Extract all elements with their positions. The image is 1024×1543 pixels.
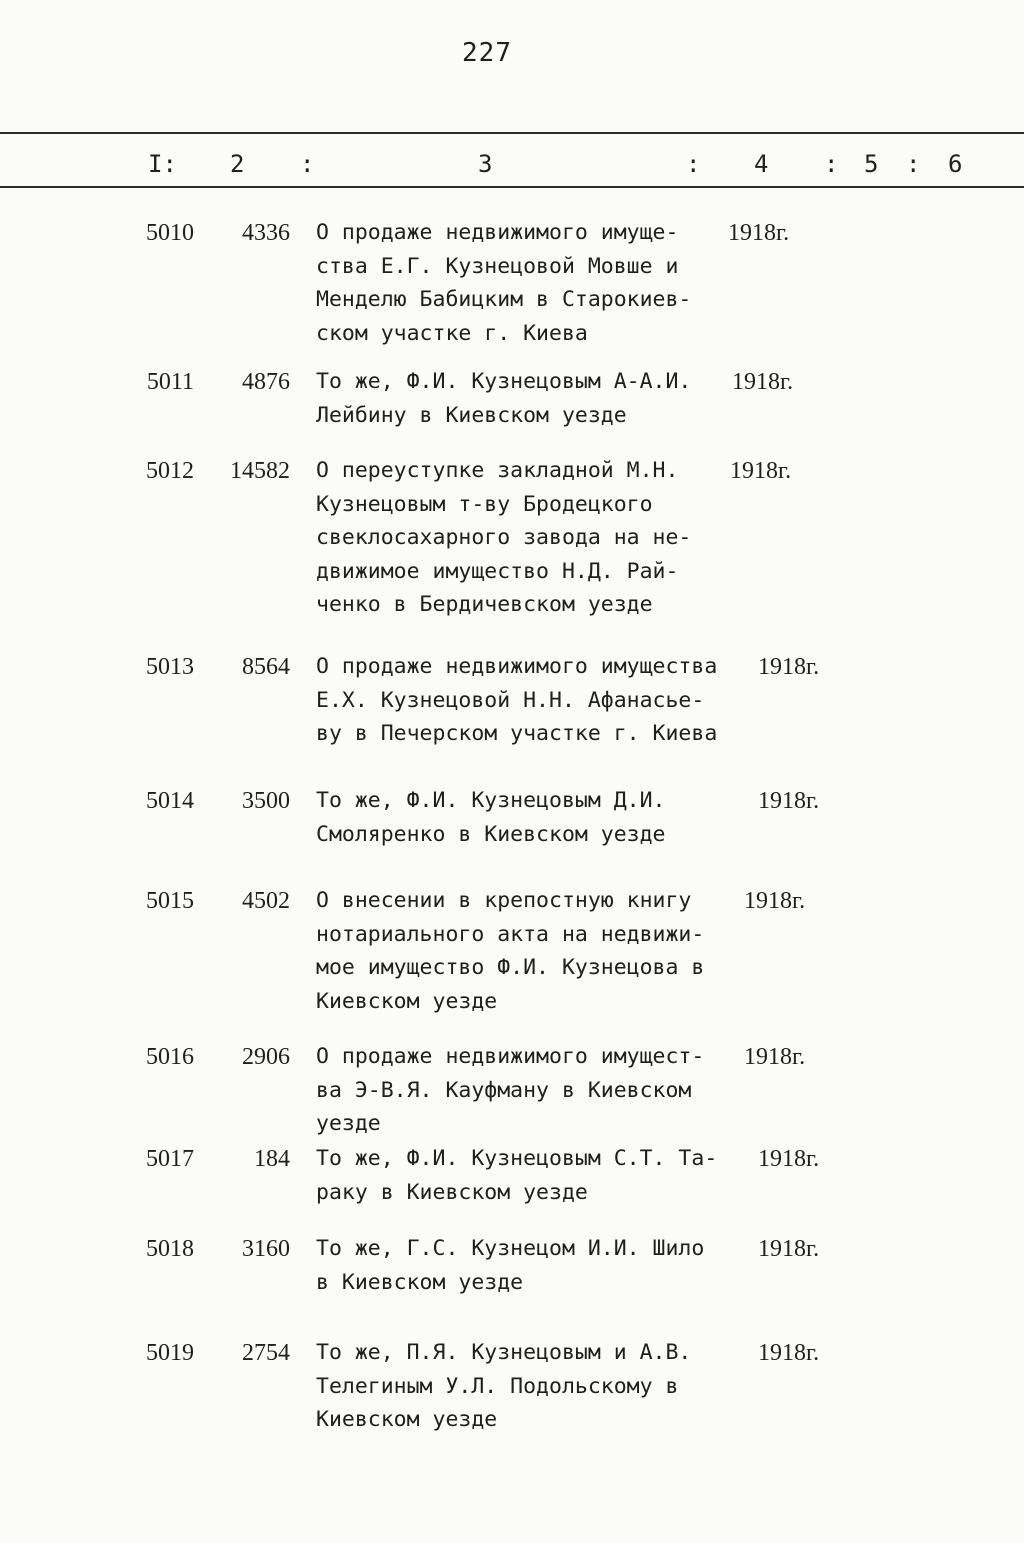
record-year: 1918г.: [758, 788, 820, 814]
description-line: движимое имущество Н.Д. Рай-: [316, 558, 679, 584]
description-line: уезде: [316, 1111, 381, 1136]
description-line: То же, Ф.И. Кузнецовым Д.И.: [316, 788, 666, 813]
record-year: 1918г.: [758, 1146, 820, 1172]
header-separator-5: :: [906, 150, 921, 178]
record-year: 1918г.: [730, 458, 792, 484]
header-col-6: 6: [948, 150, 963, 178]
description-line: Кузнецовым т-ву Бродецкого: [316, 491, 653, 517]
record-description: [316, 1142, 736, 1209]
description-line: ском участке г. Киева: [316, 320, 588, 346]
file-number: 184: [254, 1146, 290, 1172]
description-line: Смоляренко в Киевском уезде: [316, 821, 666, 847]
header-col-1: I:: [148, 150, 177, 178]
description-line: свеклосахарного завода на не-: [316, 525, 692, 550]
record-description: [316, 1232, 736, 1299]
header-col-3: 3: [478, 150, 493, 178]
description-line: То же, Ф.И. Кузнецовым С.Т. Та-: [316, 1146, 718, 1171]
description-line: ву в Печерском участке г. Киева: [316, 721, 718, 746]
record-number: 5010: [146, 220, 194, 246]
record-year: 1918г.: [728, 220, 790, 246]
file-number: 2754: [242, 1340, 290, 1366]
description-line: О внесении в крепостную книгу: [316, 888, 692, 913]
record-year: 1918г.: [732, 369, 794, 395]
record-year: 1918г.: [744, 1044, 806, 1070]
description-line: мое имущество Ф.И. Кузнецова в: [316, 955, 705, 980]
record-number: 5019: [146, 1340, 194, 1366]
description-line: То же, Ф.И. Кузнецовым А-А.И.: [316, 369, 692, 394]
record-description: [316, 650, 736, 751]
description-line: То же, Г.С. Кузнецом И.И. Шило: [316, 1236, 705, 1261]
record-number: 5016: [146, 1044, 194, 1070]
record-year: 1918г.: [758, 654, 820, 680]
record-number: 5015: [146, 888, 194, 914]
record-description: [316, 1336, 736, 1437]
header-col-4: 4: [754, 150, 769, 178]
file-number: 4336: [242, 220, 290, 246]
file-number: 14582: [230, 458, 290, 484]
description-line: Киевском уезде: [316, 1407, 498, 1432]
description-line: раку в Киевском уезде: [316, 1179, 588, 1205]
record-description: [316, 884, 736, 1018]
record-description: [316, 216, 736, 350]
description-line: О продаже недвижимого имуще-: [316, 220, 679, 245]
record-number: 5013: [146, 654, 194, 680]
header-separator-2: :: [300, 150, 315, 178]
record-description: [316, 454, 736, 622]
record-year: 1918г.: [744, 888, 806, 914]
record-year: 1918г.: [758, 1340, 820, 1366]
header-separator-3: :: [686, 150, 701, 178]
description-line: О переуступке закладной М.Н.: [316, 458, 679, 483]
file-number: 8564: [242, 654, 290, 680]
header-col-5: 5: [864, 150, 879, 178]
record-number: 5011: [146, 369, 194, 395]
record-description: [316, 1040, 736, 1141]
description-line: Е.Х. Кузнецовой Н.Н. Афанасье-: [316, 687, 705, 713]
file-number: 3160: [242, 1236, 290, 1262]
record-number: 5014: [146, 788, 194, 814]
record-year: 1918г.: [758, 1236, 820, 1262]
header-rule-bottom: [0, 186, 1024, 188]
description-line: Телегиным У.Л. Подольскому в: [316, 1373, 679, 1399]
record-description: [316, 365, 736, 432]
header-separator-4: :: [824, 150, 839, 178]
description-line: ства Е.Г. Кузнецовой Мовше и: [316, 253, 679, 279]
header-rule-top: [0, 132, 1024, 134]
record-number: 5012: [146, 458, 194, 484]
description-line: ва Э-В.Я. Кауфману в Киевском: [316, 1077, 692, 1103]
description-line: То же, П.Я. Кузнецовым и А.В.: [316, 1340, 692, 1365]
page-number: 227: [462, 38, 512, 68]
header-col-2: 2: [230, 150, 245, 178]
file-number: 4876: [242, 369, 290, 395]
file-number: 4502: [242, 888, 290, 914]
description-line: нотариального акта на недвижи-: [316, 921, 705, 947]
description-line: Лейбину в Киевском уезде: [316, 402, 627, 428]
record-number: 5018: [146, 1236, 194, 1262]
description-line: О продаже недвижимого имущест-: [316, 1044, 705, 1069]
file-number: 3500: [242, 788, 290, 814]
file-number: 2906: [242, 1044, 290, 1070]
description-line: О продаже недвижимого имущества: [316, 654, 718, 679]
description-line: Менделю Бабицким в Старокиев-: [316, 287, 692, 312]
description-line: в Киевском уезде: [316, 1269, 524, 1295]
description-line: Киевском уезде: [316, 988, 498, 1014]
record-description: [316, 784, 736, 851]
description-line: ченко в Бердичевском уезде: [316, 592, 653, 617]
record-number: 5017: [146, 1146, 194, 1172]
